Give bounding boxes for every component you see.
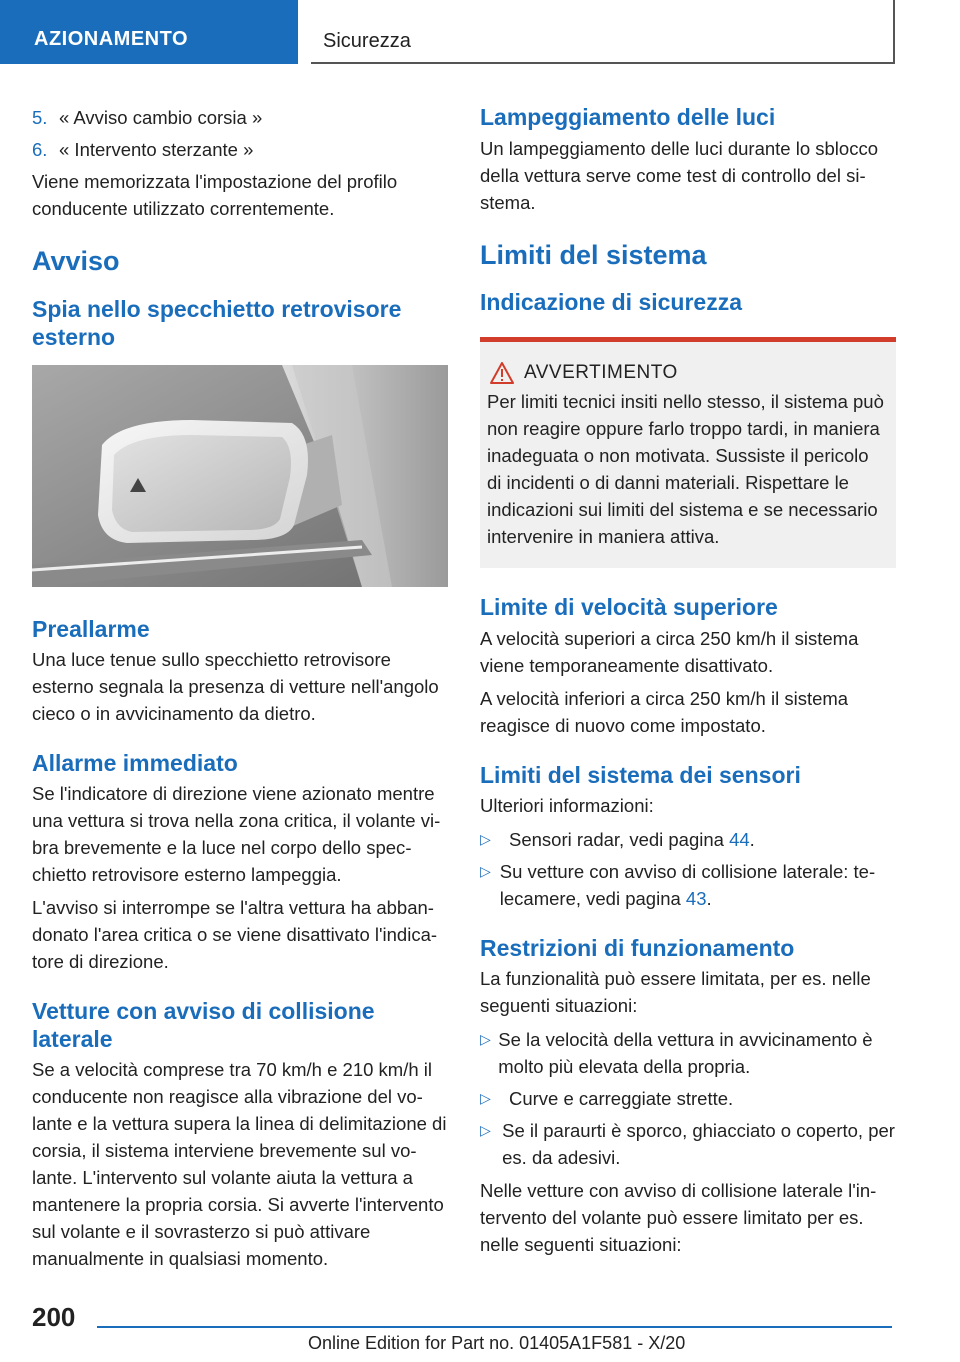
heading-vetture: Vetture con avviso di collisione laterale [32, 998, 375, 1052]
intro-paragraph: Viene memorizzata l'impostazione del profilo conducente utilizzato correntemente. [32, 171, 398, 219]
heading-spia: Spia nello specchietto retrovisore esterno [32, 296, 402, 350]
triangle-bullet-icon: ▷ [480, 1122, 491, 1138]
list-item: ▷ Su vetture con avviso di collisione laterale: telecamere, vedi pagina 43. [480, 858, 896, 912]
heading-lampeggiamento: Lampeggiamento delle luci [480, 104, 776, 130]
section-title: AZIONAMENTO [34, 28, 189, 50]
list-item: ▷ Curve e carreggiate strette. [480, 1085, 896, 1112]
topic-tab [311, 0, 895, 64]
restrizioni-paragraph: La funzionalità può essere limitata, per es. nelle seguenti situazioni: [480, 968, 871, 1016]
right-column [480, 102, 896, 1258]
warning-title: AVVERTIMENTO [487, 362, 886, 384]
heading-sensori: Limiti del sistema dei sensori [480, 762, 801, 788]
list-item: 5. « Avviso cambio corsia » [32, 107, 263, 128]
heading-avviso: Avviso [32, 246, 120, 276]
heading-preallarme: Preallarme [32, 616, 150, 642]
section-tab [0, 0, 298, 64]
page-link[interactable]: 44 [729, 829, 750, 850]
velocita-paragraph: A velocità superiori a circa 250 km/h il sistema viene temporaneamente disattivato. [480, 628, 859, 676]
lampeggiamento-paragraph: Un lampeggiamento delle luci durante lo sblocco della vettura serve come test di controllo del sistema. [480, 138, 878, 213]
heading-allarme: Allarme immediato [32, 750, 238, 776]
warning-box [480, 337, 896, 568]
triangle-bullet-icon: ▷ [480, 863, 491, 879]
warning-text: Per limiti tecnici insiti nello stesso, il sistema può non reagire oppure farlo troppo tardi, in maniera inadeguata o non motivata. Sussiste il pericolo di incidenti o di danni materiali. Rispettare le indicazioni sui limiti del sistema e se necessario intervenire in maniera attiva. [487, 391, 884, 547]
triangle-bullet-icon: ▷ [480, 831, 491, 847]
heading-indicazione: Indicazione di sicurezza [480, 289, 743, 315]
heading-velocita: Limite di velocità superiore [480, 594, 778, 620]
footer-divider [97, 1326, 892, 1328]
page-number: 200 [32, 1302, 76, 1332]
allarme-paragraph: L'avviso si interrompe se l'altra vettura ha abbandonato l'area critica o se viene disattivato l'indicatore di direzione. [32, 897, 438, 972]
triangle-bullet-icon: ▷ [480, 1031, 491, 1047]
list-item: ▷ Se la velocità della vettura in avvicinamento è molto più elevata della propria. [480, 1026, 896, 1080]
warning-triangle-icon [490, 362, 514, 384]
page-link[interactable]: 43 [685, 888, 707, 909]
vetture-paragraph: Se a velocità comprese tra 70 km/h e 210 km/h il conducente non reagisce alla vibrazione del volante e la vettura supera la linea di delimitazione di corsia, il sistema interviene brevemente sul volante. L'intervento sul volante aiuta la vettura a mantenere la propria corsia. Si avverte l'intervento sul volante e il sovrasterzo si può attivare manualmente in qualsiasi momento. [32, 1059, 447, 1269]
heading-restrizioni: Restrizioni di funzionamento [480, 935, 795, 961]
edition-text: Online Edition for Part no. 01405A1F581 - X/20 [308, 1333, 686, 1353]
mirror-illustration [32, 365, 448, 587]
allarme-paragraph: Se l'indicatore di direzione viene azionato mentre una vettura si trova nella zona critica, il volante vibra brevemente e la luce nel corpo dello specchietto retrovisore esterno lampeggia. [32, 783, 441, 885]
preallarme-paragraph: Una luce tenue sullo specchietto retrovisore esterno segnala la presenza di vetture nell'angolo cieco o in avvicinamento da dietro. [32, 649, 439, 724]
left-column [32, 102, 448, 1272]
topic-title: Sicurezza [323, 30, 411, 52]
final-paragraph: Nelle vetture con avviso di collisione laterale l'intervento del volante può essere limitato per es. nelle seguenti situazioni: [480, 1180, 877, 1255]
sensori-paragraph: Ulteriori informazioni: [480, 795, 654, 816]
triangle-bullet-icon: ▷ [480, 1090, 491, 1106]
list-item: ▷ Sensori radar, vedi pagina 44. [480, 826, 896, 853]
list-item: ▷ Se il paraurti è sporco, ghiacciato o coperto, per es. da adesivi. [480, 1117, 896, 1171]
velocita-paragraph: A velocità inferiori a circa 250 km/h il sistema reagisce di nuovo come impostato. [480, 688, 849, 736]
heading-limiti: Limiti del sistema [480, 240, 707, 270]
list-item: 6. « Intervento sterzante » [32, 139, 254, 160]
